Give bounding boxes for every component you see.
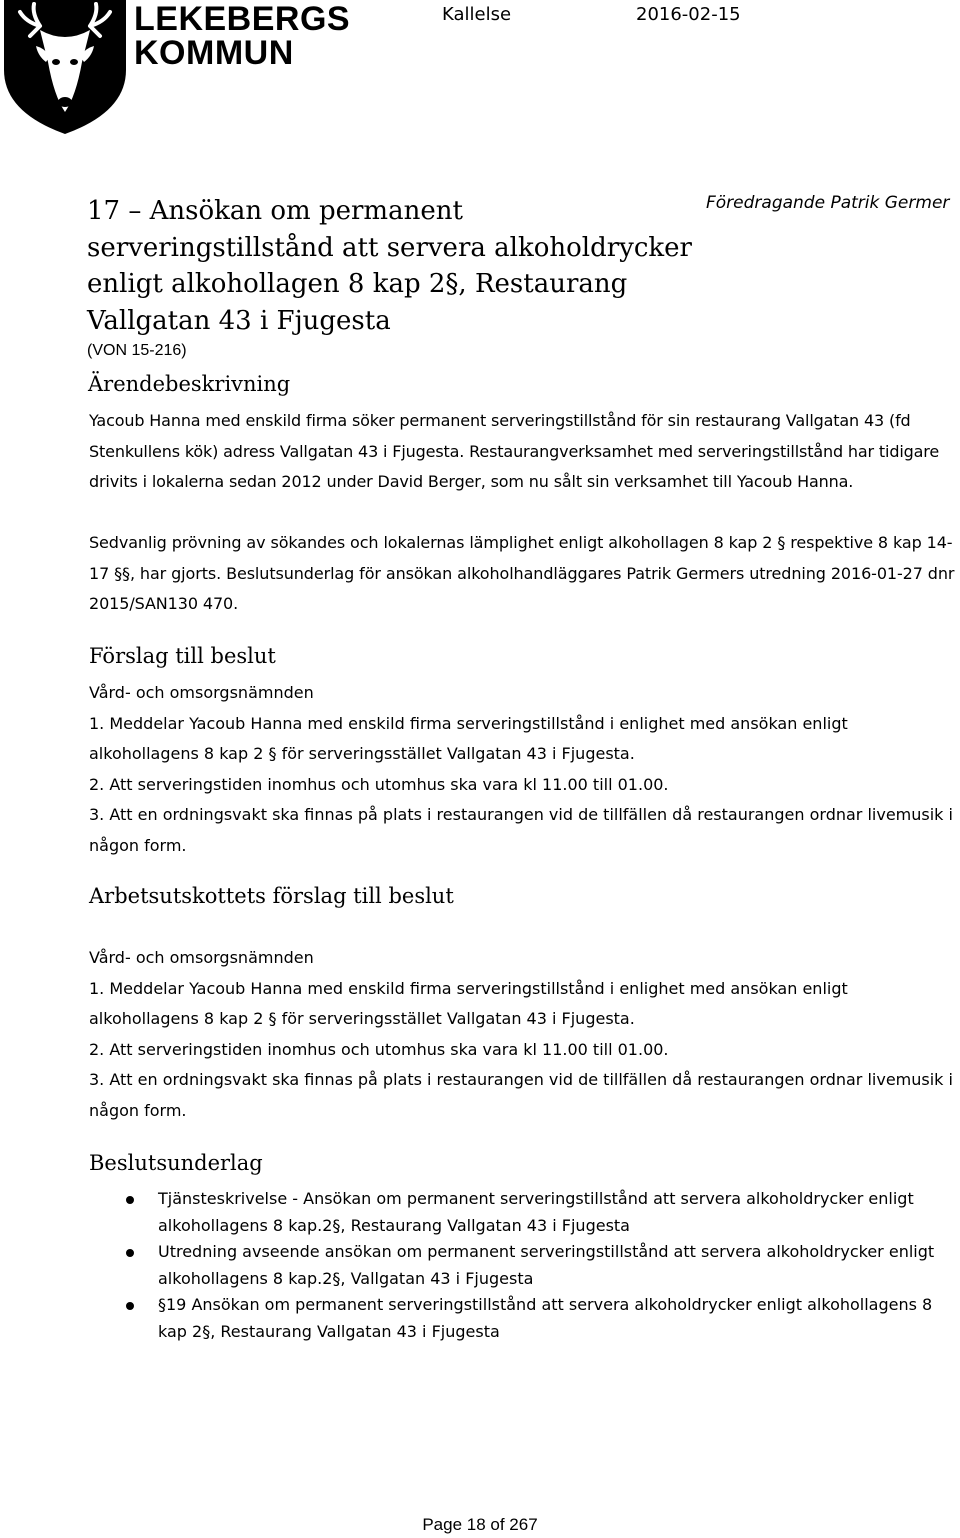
page-number: Page 18 of 267 xyxy=(422,1515,538,1534)
section-heading-forslag: Förslag till beslut xyxy=(89,644,276,668)
list-item xyxy=(120,1292,940,1345)
list-item-text: Tjänsteskrivelse - Ansökan om permanent serveringstillstånd att servera alkoholdrycker enligt alkohollagens 8 kap.2§, Restaurang Vallgatan 43 i Fjugesta xyxy=(158,1189,914,1235)
proposal-point: 2. Att serveringstiden inomhus och utomhus ska vara kl 11.00 till 01.00. xyxy=(89,774,669,794)
committee-proposal-block xyxy=(89,943,959,1126)
proposal-body: Vård- och omsorgsnämnden xyxy=(89,683,314,702)
agenda-item-title: 17 – Ansökan om permanent serveringstillstånd att servera alkoholdrycker enligt alkohollagen 8 kap 2§, Restaurang Vallgatan 43 i Fjugesta xyxy=(87,196,692,336)
list-item-text: Utredning avseende ansökan om permanent serveringstillstånd att servera alkoholdrycker enligt alkohollagens 8 kap.2§, Vallgatan 43 i Fjugesta xyxy=(158,1242,935,1288)
bullet-icon xyxy=(126,1196,134,1204)
section-heading-arbetsutskott: Arbetsutskottets förslag till beslut xyxy=(89,884,454,908)
proposal-point: 3. Att en ordningsvakt ska finnas på plats i restaurangen vid de tillfällen då restaurangen ordnar livemusik i någon form. xyxy=(89,805,953,855)
logo-text-line-2: KOMMUN xyxy=(134,34,294,72)
section-heading-beslutsunderlag: Beslutsunderlag xyxy=(89,1151,263,1175)
description-paragraph: Yacoub Hanna med enskild firma söker permanent serveringstillstånd för sin restaurang Vallgatan 43 (fd Stenkullens kök) adress Vallgatan 43 i Fjugesta. Restaurangverksamhet med serveringstillstånd har tidigare drivits i lokalerna sedan 2012 under David Berger, som nu sålt sin verksamhet till Yacoub Hanna. xyxy=(89,411,940,491)
logo-text-line-1: LEKEBERGS xyxy=(134,0,351,38)
bullet-icon xyxy=(126,1302,134,1310)
municipality-crest-icon xyxy=(0,0,130,135)
committee-point: 2. Att serveringstiden inomhus och utomhus ska vara kl 11.00 till 01.00. xyxy=(89,1039,669,1059)
description-paragraph: Sedvanlig prövning av sökandes och lokalernas lämplighet enligt alkohollagen 8 kap 2 § respektive 8 kap 14-17 §§, har gjorts. Beslutsunderlag för ansökan alkoholhandläggares Patrik Germers utredning 2016-01-27 dnr 2015/SAN130 470. xyxy=(89,533,955,613)
case-number: (VON 15-216) xyxy=(87,342,187,359)
document-date: 2016-02-15 xyxy=(636,4,741,25)
decision-basis-list xyxy=(120,1186,940,1345)
committee-point: 3. Att en ordningsvakt ska finnas på plats i restaurangen vid de tillfällen då restaurangen ordnar livemusik i någon form. xyxy=(89,1070,953,1120)
section-heading-arendebeskrivning: Ärendebeskrivning xyxy=(88,372,291,396)
list-item xyxy=(120,1186,940,1239)
document-type: Kallelse xyxy=(442,4,512,25)
rapporteur: Föredragande Patrik Germer xyxy=(706,193,950,213)
committee-point: 1. Meddelar Yacoub Hanna med enskild firma serveringstillstånd i enlighet med ansökan enligt alkohollagens 8 kap 2 § för serveringsstället Vallgatan 43 i Fjugesta. xyxy=(89,978,848,1028)
municipality-logo-text xyxy=(134,2,350,70)
proposal-point: 1. Meddelar Yacoub Hanna med enskild firma serveringstillstånd i enlighet med ansökan enligt alkohollagens 8 kap 2 § för serveringsstället Vallgatan 43 i Fjugesta. xyxy=(89,713,848,763)
bullet-icon xyxy=(126,1249,134,1257)
committee-body: Vård- och omsorgsnämnden xyxy=(89,948,314,967)
list-item-text: §19 Ansökan om permanent serveringstillstånd att servera alkoholdrycker enligt alkohollagens 8 kap 2§, Restaurang Vallgatan 43 i Fjugesta xyxy=(158,1295,933,1341)
list-item xyxy=(120,1239,940,1292)
proposal-block xyxy=(89,678,959,861)
